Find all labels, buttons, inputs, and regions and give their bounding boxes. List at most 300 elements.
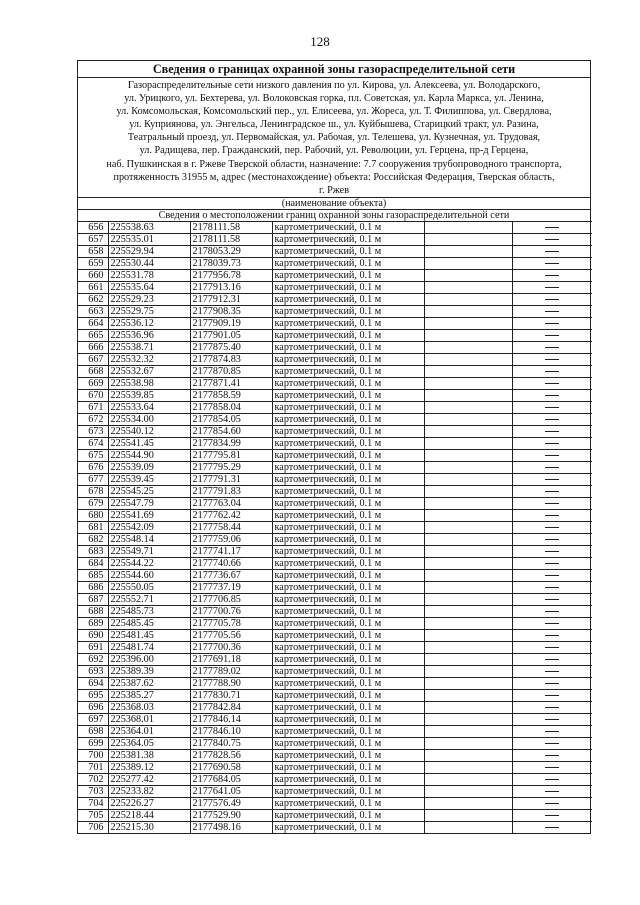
dash-mark bbox=[545, 695, 559, 696]
empty-cell bbox=[424, 701, 512, 713]
y-coordinate: 2177909.19 bbox=[190, 317, 272, 329]
x-coordinate: 225539.45 bbox=[108, 473, 190, 485]
point-number: 679 bbox=[78, 497, 108, 509]
table-row bbox=[78, 485, 592, 497]
point-number: 667 bbox=[78, 353, 108, 365]
x-coordinate: 225385.27 bbox=[108, 689, 190, 701]
empty-cell bbox=[424, 389, 512, 401]
determination-method: картометрический, 0.1 м bbox=[272, 821, 424, 833]
dash-mark bbox=[545, 767, 559, 768]
dash-mark bbox=[545, 239, 559, 240]
dash-mark bbox=[545, 443, 559, 444]
dash-cell bbox=[512, 317, 592, 329]
point-number: 674 bbox=[78, 437, 108, 449]
empty-cell bbox=[424, 509, 512, 521]
x-coordinate: 225550.05 bbox=[108, 581, 190, 593]
x-coordinate: 225535.64 bbox=[108, 281, 190, 293]
empty-cell bbox=[424, 497, 512, 509]
y-coordinate: 2177762.42 bbox=[190, 509, 272, 521]
empty-cell bbox=[424, 377, 512, 389]
empty-cell bbox=[424, 737, 512, 749]
dash-cell bbox=[512, 545, 592, 557]
y-coordinate: 2177854.05 bbox=[190, 413, 272, 425]
dash-mark bbox=[545, 479, 559, 480]
dash-cell bbox=[512, 665, 592, 677]
dash-mark bbox=[545, 587, 559, 588]
point-number: 686 bbox=[78, 581, 108, 593]
x-coordinate: 225215.30 bbox=[108, 821, 190, 833]
dash-cell bbox=[512, 413, 592, 425]
description-line: Театральный проезд, ул. Первомайская, ул. Рабочая, ул. Телешева, ул. Кузнечная, ул. Трудовая, bbox=[127, 132, 541, 144]
table-row bbox=[78, 269, 592, 281]
x-coordinate: 225387.62 bbox=[108, 677, 190, 689]
dash-cell bbox=[512, 593, 592, 605]
point-number: 706 bbox=[78, 821, 108, 833]
dash-cell bbox=[512, 557, 592, 569]
dash-mark bbox=[545, 503, 559, 504]
dash-mark bbox=[545, 671, 559, 672]
point-number: 660 bbox=[78, 269, 108, 281]
dash-mark bbox=[545, 515, 559, 516]
y-coordinate: 2177759.06 bbox=[190, 533, 272, 545]
determination-method: картометрический, 0.1 м bbox=[272, 317, 424, 329]
dash-cell bbox=[512, 617, 592, 629]
dash-mark bbox=[545, 527, 559, 528]
y-coordinate: 2177758.44 bbox=[190, 521, 272, 533]
empty-cell bbox=[424, 425, 512, 437]
y-coordinate: 2177788.90 bbox=[190, 677, 272, 689]
dash-cell bbox=[512, 653, 592, 665]
determination-method: картометрический, 0.1 м bbox=[272, 605, 424, 617]
dash-mark bbox=[545, 263, 559, 264]
x-coordinate: 225368.01 bbox=[108, 713, 190, 725]
determination-method: картометрический, 0.1 м bbox=[272, 365, 424, 377]
empty-cell bbox=[424, 485, 512, 497]
x-coordinate: 225532.67 bbox=[108, 365, 190, 377]
point-number: 702 bbox=[78, 773, 108, 785]
y-coordinate: 2177791.83 bbox=[190, 485, 272, 497]
empty-cell bbox=[424, 245, 512, 257]
x-coordinate: 225539.09 bbox=[108, 461, 190, 473]
dash-cell bbox=[512, 245, 592, 257]
empty-cell bbox=[424, 689, 512, 701]
y-coordinate: 2177576.49 bbox=[190, 797, 272, 809]
dash-mark bbox=[545, 395, 559, 396]
determination-method: картометрический, 0.1 м bbox=[272, 737, 424, 749]
table-row bbox=[78, 449, 592, 461]
dash-mark bbox=[545, 635, 559, 636]
table-row bbox=[78, 329, 592, 341]
point-number: 681 bbox=[78, 521, 108, 533]
table-row bbox=[78, 353, 592, 365]
table-row bbox=[78, 821, 592, 833]
x-coordinate: 225538.98 bbox=[108, 377, 190, 389]
dash-cell bbox=[512, 725, 592, 737]
table-row bbox=[78, 377, 592, 389]
y-coordinate: 2177874.83 bbox=[190, 353, 272, 365]
dash-mark bbox=[545, 563, 559, 564]
table-row bbox=[78, 569, 592, 581]
y-coordinate: 2177828.56 bbox=[190, 749, 272, 761]
x-coordinate: 225396.00 bbox=[108, 653, 190, 665]
point-number: 700 bbox=[78, 749, 108, 761]
determination-method: картометрический, 0.1 м bbox=[272, 413, 424, 425]
point-number: 678 bbox=[78, 485, 108, 497]
x-coordinate: 225544.90 bbox=[108, 449, 190, 461]
point-number: 663 bbox=[78, 305, 108, 317]
empty-cell bbox=[424, 221, 512, 233]
dash-mark bbox=[545, 251, 559, 252]
determination-method: картометрический, 0.1 м bbox=[272, 281, 424, 293]
table-row bbox=[78, 809, 592, 821]
dash-cell bbox=[512, 605, 592, 617]
dash-cell bbox=[512, 749, 592, 761]
y-coordinate: 2177875.40 bbox=[190, 341, 272, 353]
point-number: 687 bbox=[78, 593, 108, 605]
empty-cell bbox=[424, 461, 512, 473]
point-number: 669 bbox=[78, 377, 108, 389]
dash-mark bbox=[545, 227, 559, 228]
x-coordinate: 225389.39 bbox=[108, 665, 190, 677]
y-coordinate: 2177763.04 bbox=[190, 497, 272, 509]
x-coordinate: 225529.75 bbox=[108, 305, 190, 317]
dash-mark bbox=[545, 647, 559, 648]
y-coordinate: 2177858.04 bbox=[190, 401, 272, 413]
x-coordinate: 225549.71 bbox=[108, 545, 190, 557]
determination-method: картометрический, 0.1 м bbox=[272, 533, 424, 545]
dash-cell bbox=[512, 281, 592, 293]
y-coordinate: 2177789.02 bbox=[190, 665, 272, 677]
dash-mark bbox=[545, 299, 559, 300]
dash-cell bbox=[512, 437, 592, 449]
determination-method: картометрический, 0.1 м bbox=[272, 557, 424, 569]
dash-mark bbox=[545, 803, 559, 804]
determination-method: картометрический, 0.1 м bbox=[272, 545, 424, 557]
table-row bbox=[78, 557, 592, 569]
dash-mark bbox=[545, 335, 559, 336]
table-row bbox=[78, 341, 592, 353]
x-coordinate: 225538.71 bbox=[108, 341, 190, 353]
empty-cell bbox=[424, 677, 512, 689]
table-row bbox=[78, 593, 592, 605]
determination-method: картометрический, 0.1 м bbox=[272, 269, 424, 281]
x-coordinate: 225548.14 bbox=[108, 533, 190, 545]
dash-mark bbox=[545, 551, 559, 552]
x-coordinate: 225364.05 bbox=[108, 737, 190, 749]
point-number: 689 bbox=[78, 617, 108, 629]
determination-method: картометрический, 0.1 м bbox=[272, 701, 424, 713]
dash-mark bbox=[545, 779, 559, 780]
point-number: 693 bbox=[78, 665, 108, 677]
dash-mark bbox=[545, 707, 559, 708]
table-row bbox=[78, 785, 592, 797]
table-row bbox=[78, 389, 592, 401]
determination-method: картометрический, 0.1 м bbox=[272, 749, 424, 761]
dash-mark bbox=[545, 623, 559, 624]
point-number: 685 bbox=[78, 569, 108, 581]
y-coordinate: 2178111.58 bbox=[190, 233, 272, 245]
point-number: 701 bbox=[78, 761, 108, 773]
dash-cell bbox=[512, 269, 592, 281]
point-number: 699 bbox=[78, 737, 108, 749]
x-coordinate: 225541.45 bbox=[108, 437, 190, 449]
point-number: 692 bbox=[78, 653, 108, 665]
determination-method: картометрический, 0.1 м bbox=[272, 593, 424, 605]
dash-cell bbox=[512, 689, 592, 701]
dash-cell bbox=[512, 629, 592, 641]
point-number: 682 bbox=[78, 533, 108, 545]
y-coordinate: 2177846.14 bbox=[190, 713, 272, 725]
dash-mark bbox=[545, 755, 559, 756]
empty-cell bbox=[424, 317, 512, 329]
dash-cell bbox=[512, 473, 592, 485]
y-coordinate: 2177956.78 bbox=[190, 269, 272, 281]
table-row bbox=[78, 317, 592, 329]
point-number: 703 bbox=[78, 785, 108, 797]
y-coordinate: 2177834.99 bbox=[190, 437, 272, 449]
dash-cell bbox=[512, 401, 592, 413]
dash-mark bbox=[545, 467, 559, 468]
table-row bbox=[78, 221, 592, 233]
determination-method: картометрический, 0.1 м bbox=[272, 245, 424, 257]
dash-cell bbox=[512, 701, 592, 713]
determination-method: картометрический, 0.1 м bbox=[272, 485, 424, 497]
point-number: 698 bbox=[78, 725, 108, 737]
y-coordinate: 2177737.19 bbox=[190, 581, 272, 593]
point-number: 672 bbox=[78, 413, 108, 425]
determination-method: картометрический, 0.1 м bbox=[272, 257, 424, 269]
point-number: 658 bbox=[78, 245, 108, 257]
table-row bbox=[78, 677, 592, 689]
empty-cell bbox=[424, 773, 512, 785]
determination-method: картометрический, 0.1 м bbox=[272, 473, 424, 485]
point-number: 696 bbox=[78, 701, 108, 713]
dash-cell bbox=[512, 425, 592, 437]
x-coordinate: 225233.82 bbox=[108, 785, 190, 797]
x-coordinate: 225539.85 bbox=[108, 389, 190, 401]
y-coordinate: 2177901.05 bbox=[190, 329, 272, 341]
empty-cell bbox=[424, 581, 512, 593]
x-coordinate: 225277.42 bbox=[108, 773, 190, 785]
determination-method: картометрический, 0.1 м bbox=[272, 401, 424, 413]
x-coordinate: 225540.12 bbox=[108, 425, 190, 437]
determination-method: картометрический, 0.1 м bbox=[272, 353, 424, 365]
dash-cell bbox=[512, 221, 592, 233]
point-number: 680 bbox=[78, 509, 108, 521]
determination-method: картометрический, 0.1 м bbox=[272, 725, 424, 737]
dash-cell bbox=[512, 377, 592, 389]
dash-cell bbox=[512, 389, 592, 401]
dash-cell bbox=[512, 341, 592, 353]
point-number: 705 bbox=[78, 809, 108, 821]
determination-method: картометрический, 0.1 м bbox=[272, 305, 424, 317]
determination-method: картометрический, 0.1 м bbox=[272, 329, 424, 341]
empty-cell bbox=[424, 821, 512, 833]
dash-cell bbox=[512, 785, 592, 797]
y-coordinate: 2177854.60 bbox=[190, 425, 272, 437]
determination-method: картометрический, 0.1 м bbox=[272, 581, 424, 593]
table-row bbox=[78, 653, 592, 665]
y-coordinate: 2177791.31 bbox=[190, 473, 272, 485]
x-coordinate: 225535.01 bbox=[108, 233, 190, 245]
x-coordinate: 225485.73 bbox=[108, 605, 190, 617]
x-coordinate: 225544.60 bbox=[108, 569, 190, 581]
description-line: наб. Пушкинская в г. Ржеве Тверской области, назначение: 7.7 сооружения трубопроводного транспорта, bbox=[106, 158, 562, 170]
empty-cell bbox=[424, 617, 512, 629]
y-coordinate: 2177840.75 bbox=[190, 737, 272, 749]
dash-cell bbox=[512, 305, 592, 317]
x-coordinate: 225529.23 bbox=[108, 293, 190, 305]
point-number: 671 bbox=[78, 401, 108, 413]
point-number: 670 bbox=[78, 389, 108, 401]
y-coordinate: 2177705.78 bbox=[190, 617, 272, 629]
point-number: 690 bbox=[78, 629, 108, 641]
determination-method: картометрический, 0.1 м bbox=[272, 809, 424, 821]
y-coordinate: 2177706.85 bbox=[190, 593, 272, 605]
table-row bbox=[78, 665, 592, 677]
determination-method: картометрический, 0.1 м bbox=[272, 629, 424, 641]
y-coordinate: 2177736.67 bbox=[190, 569, 272, 581]
table-row bbox=[78, 641, 592, 653]
determination-method: картометрический, 0.1 м bbox=[272, 293, 424, 305]
table-row bbox=[78, 713, 592, 725]
determination-method: картометрический, 0.1 м bbox=[272, 797, 424, 809]
table-row bbox=[78, 293, 592, 305]
point-number: 657 bbox=[78, 233, 108, 245]
determination-method: картометрический, 0.1 м bbox=[272, 761, 424, 773]
table-row bbox=[78, 245, 592, 257]
y-coordinate: 2177795.81 bbox=[190, 449, 272, 461]
empty-cell bbox=[424, 341, 512, 353]
table-row bbox=[78, 701, 592, 713]
table-row bbox=[78, 437, 592, 449]
point-number: 694 bbox=[78, 677, 108, 689]
dash-cell bbox=[512, 761, 592, 773]
empty-cell bbox=[424, 545, 512, 557]
determination-method: картометрический, 0.1 м bbox=[272, 521, 424, 533]
x-coordinate: 225530.44 bbox=[108, 257, 190, 269]
x-coordinate: 225389.12 bbox=[108, 761, 190, 773]
point-number: 684 bbox=[78, 557, 108, 569]
dash-cell bbox=[512, 677, 592, 689]
x-coordinate: 225368.03 bbox=[108, 701, 190, 713]
table-row bbox=[78, 425, 592, 437]
y-coordinate: 2177700.36 bbox=[190, 641, 272, 653]
y-coordinate: 2178053.29 bbox=[190, 245, 272, 257]
description-line: Газораспределительные сети низкого давления по ул. Кирова, ул. Алексеева, ул. Володарского, bbox=[127, 80, 541, 91]
point-number: 675 bbox=[78, 449, 108, 461]
point-number: 662 bbox=[78, 293, 108, 305]
determination-method: картометрический, 0.1 м bbox=[272, 509, 424, 521]
table-row bbox=[78, 725, 592, 737]
table-row bbox=[78, 473, 592, 485]
x-coordinate: 225538.63 bbox=[108, 221, 190, 233]
dash-cell bbox=[512, 713, 592, 725]
determination-method: картометрический, 0.1 м bbox=[272, 617, 424, 629]
y-coordinate: 2177830.71 bbox=[190, 689, 272, 701]
table-row bbox=[78, 509, 592, 521]
determination-method: картометрический, 0.1 м bbox=[272, 653, 424, 665]
dash-mark bbox=[545, 431, 559, 432]
y-coordinate: 2177846.10 bbox=[190, 725, 272, 737]
dash-cell bbox=[512, 509, 592, 521]
dash-mark bbox=[545, 287, 559, 288]
dash-cell bbox=[512, 737, 592, 749]
table-row bbox=[78, 545, 592, 557]
determination-method: картометрический, 0.1 м bbox=[272, 461, 424, 473]
y-coordinate: 2177913.16 bbox=[190, 281, 272, 293]
description-line: г. Ржев bbox=[318, 184, 350, 196]
object-description bbox=[78, 78, 590, 197]
table-row bbox=[78, 461, 592, 473]
point-number: 683 bbox=[78, 545, 108, 557]
determination-method: картометрический, 0.1 м bbox=[272, 665, 424, 677]
dash-mark bbox=[545, 539, 559, 540]
x-coordinate: 225545.25 bbox=[108, 485, 190, 497]
point-number: 704 bbox=[78, 797, 108, 809]
empty-cell bbox=[424, 329, 512, 341]
empty-cell bbox=[424, 665, 512, 677]
empty-cell bbox=[424, 761, 512, 773]
x-coordinate: 225226.27 bbox=[108, 797, 190, 809]
page-number: 128 bbox=[310, 34, 330, 49]
empty-cell bbox=[424, 557, 512, 569]
dash-mark bbox=[545, 371, 559, 372]
empty-cell bbox=[424, 257, 512, 269]
table-row bbox=[78, 581, 592, 593]
point-number: 673 bbox=[78, 425, 108, 437]
dash-mark bbox=[545, 275, 559, 276]
empty-cell bbox=[424, 641, 512, 653]
dash-cell bbox=[512, 233, 592, 245]
table-row bbox=[78, 617, 592, 629]
empty-cell bbox=[424, 269, 512, 281]
x-coordinate: 225481.74 bbox=[108, 641, 190, 653]
empty-cell bbox=[424, 233, 512, 245]
x-coordinate: 225531.78 bbox=[108, 269, 190, 281]
coordinates-table bbox=[78, 221, 592, 833]
table-row bbox=[78, 401, 592, 413]
dash-mark bbox=[545, 419, 559, 420]
dash-mark bbox=[545, 599, 559, 600]
empty-cell bbox=[424, 797, 512, 809]
table-row bbox=[78, 365, 592, 377]
empty-cell bbox=[424, 437, 512, 449]
dash-mark bbox=[545, 575, 559, 576]
point-number: 691 bbox=[78, 641, 108, 653]
y-coordinate: 2177858.59 bbox=[190, 389, 272, 401]
point-number: 664 bbox=[78, 317, 108, 329]
dash-mark bbox=[545, 611, 559, 612]
y-coordinate: 2177641.05 bbox=[190, 785, 272, 797]
y-coordinate: 2177498.16 bbox=[190, 821, 272, 833]
table-row bbox=[78, 761, 592, 773]
determination-method: картометрический, 0.1 м bbox=[272, 713, 424, 725]
dash-mark bbox=[545, 743, 559, 744]
dash-cell bbox=[512, 809, 592, 821]
determination-method: картометрический, 0.1 м bbox=[272, 773, 424, 785]
x-coordinate: 225534.00 bbox=[108, 413, 190, 425]
determination-method: картометрический, 0.1 м bbox=[272, 677, 424, 689]
determination-method: картометрический, 0.1 м bbox=[272, 221, 424, 233]
determination-method: картометрический, 0.1 м bbox=[272, 389, 424, 401]
dash-cell bbox=[512, 293, 592, 305]
table-row bbox=[78, 281, 592, 293]
description-line: ул. Куприянова, ул. Энгельса, Ленинградское ш., ул. Куйбышева, Старицкий тракт, ул. Разина, bbox=[129, 119, 539, 131]
x-coordinate: 225381.38 bbox=[108, 749, 190, 761]
table-row bbox=[78, 497, 592, 509]
table-row bbox=[78, 521, 592, 533]
